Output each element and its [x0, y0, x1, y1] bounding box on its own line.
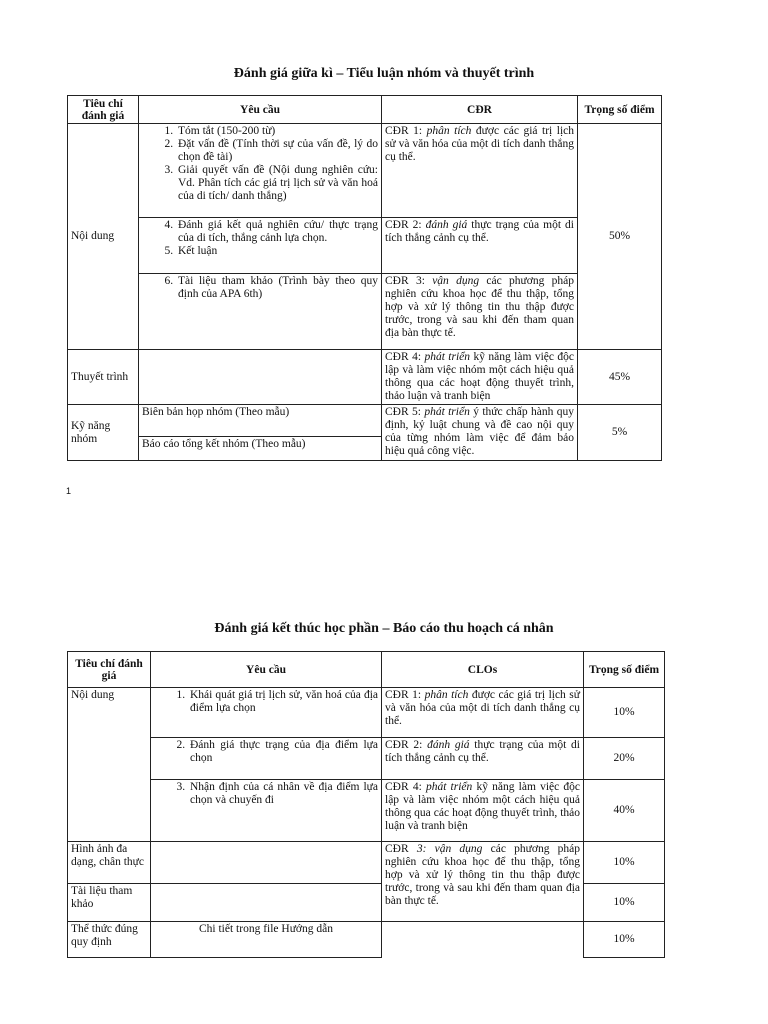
req-block-3: [139, 274, 382, 350]
header-weight: Trọng số điểm: [578, 96, 662, 124]
list-item: 4. Đánh giá kết quả nghiên cứu/ thực trạng của di tích, thắng cảnh lựa chọn.: [176, 219, 378, 245]
list-item: 2. Đặt vấn đề (Tính thời sự của vấn đề, lý do chọn đề tài): [176, 138, 378, 164]
clo-3: CĐR 3: vận dụng các phương pháp nghiên cứu khoa học để thu thập, tổng hợp và xử lý thông tin thu thập được trước, trong và sau khi đến tham quan địa bàn thực tế.: [382, 842, 584, 922]
weight-content: 50%: [578, 124, 662, 350]
criteria-images: Hình ảnh đa dạng, chân thực: [68, 842, 151, 884]
req-presentation-empty: [139, 350, 382, 405]
header-requirements: Yêu cầu: [139, 96, 382, 124]
header-criteria: Tiêu chí đánh giá: [68, 652, 151, 688]
clo-2: CĐR 2: đánh giá thực trạng của một di tích thắng cảnh cụ thể.: [382, 738, 584, 780]
weight-references: 10%: [584, 884, 665, 922]
list-item: 1. Tóm tắt (150-200 từ): [176, 125, 378, 138]
page-number: 1: [66, 486, 72, 496]
clo-format-empty: [382, 922, 584, 958]
req-group-report: Báo cáo tổng kết nhóm (Theo mẫu): [139, 437, 382, 461]
criteria-content: Nội dung: [68, 688, 151, 842]
list-item: 6. Tài liệu tham khảo (Trình bày theo quy định của APA 6th): [176, 275, 378, 301]
req-block-2: [139, 218, 382, 274]
table1-title: Đánh giá giữa kì – Tiểu luận nhóm và thuyết trình: [233, 66, 535, 81]
list-item: 2. Đánh giá thực trạng của địa điểm lựa chọn: [188, 739, 378, 765]
weight-2: 20%: [584, 738, 665, 780]
cdr-2: CĐR 2: đánh giá thực trạng của một di tích thắng cảnh cụ thể.: [382, 218, 578, 274]
weight-teamwork: 5%: [578, 405, 662, 461]
req-references-empty: [151, 884, 382, 922]
weight-presentation: 45%: [578, 350, 662, 405]
req-format: Chi tiết trong file Hướng dẫn: [151, 922, 382, 958]
cdr-5: CĐR 5: phát triển ý thức chấp hành quy định, kỷ luật chung và đề cao nội quy của từng nhóm làm việc để đảm bảo hiệu quả công việc.: [382, 405, 578, 461]
req-1: [151, 688, 382, 738]
req-2: [151, 738, 382, 780]
criteria-presentation: Thuyết trình: [68, 350, 139, 405]
final-table: [67, 651, 665, 958]
cdr-4: CĐR 4: phát triển kỹ năng làm việc độc lập và làm việc nhóm một cách hiệu quả thông qua các hoạt động thuyết trình, thảo luận và tranh biện: [382, 350, 578, 405]
header-cdr: CĐR: [382, 96, 578, 124]
cdr-1: CĐR 1: phân tích được các giá trị lịch sử và văn hóa của một di tích danh thắng cụ thể.: [382, 124, 578, 218]
criteria-format: Thể thức đúng quy định: [68, 922, 151, 958]
criteria-teamwork: Kỹ năng nhóm: [68, 405, 139, 461]
cdr-3: CĐR 3: vận dụng các phương pháp nghiên cứu khoa học để thu thập, tổng hợp và xử lý thông tin thu thập được trước, trong và sau khi đến tham quan địa bàn thực tế.: [382, 274, 578, 350]
table2-title: Đánh giá kết thúc học phần – Báo cáo thu hoạch cá nhân: [214, 621, 554, 636]
clo-4: CĐR 4: phát triển kỹ năng làm việc độc lập và làm việc nhóm một cách hiệu quả thông qua các hoạt động thuyết trình, thảo luận và tranh biện: [382, 780, 584, 842]
weight-3: 40%: [584, 780, 665, 842]
header-requirements: Yêu cầu: [151, 652, 382, 688]
criteria-content: Nội dung: [68, 124, 139, 350]
weight-1: 10%: [584, 688, 665, 738]
req-images-empty: [151, 842, 382, 884]
req-group-minutes: Biên bản họp nhóm (Theo mẫu): [139, 405, 382, 437]
list-item: 3. Nhận định của cá nhân về địa điểm lựa chọn và chuyến đi: [188, 781, 378, 807]
req-3: [151, 780, 382, 842]
midterm-table: [67, 95, 662, 461]
header-weight: Trọng số điểm: [584, 652, 665, 688]
list-item: 1. Khái quát giá trị lịch sử, văn hoá của địa điểm lựa chọn: [188, 689, 378, 715]
header-clos: CLOs: [382, 652, 584, 688]
weight-format: 10%: [584, 922, 665, 958]
list-item: 5. Kết luận: [176, 245, 378, 258]
clo-1: CĐR 1: phân tích được các giá trị lịch sử và văn hóa của một di tích danh thắng cụ thể.: [382, 688, 584, 738]
criteria-references: Tài liệu tham khảo: [68, 884, 151, 922]
req-block-1: [139, 124, 382, 218]
header-criteria: Tiêu chí đánh giá: [68, 96, 139, 124]
list-item: 3. Giải quyết vấn đề (Nội dung nghiên cứu: Vd. Phân tích các giá trị lịch sử và văn hoá của di tích/ danh thắng): [176, 164, 378, 203]
weight-images: 10%: [584, 842, 665, 884]
